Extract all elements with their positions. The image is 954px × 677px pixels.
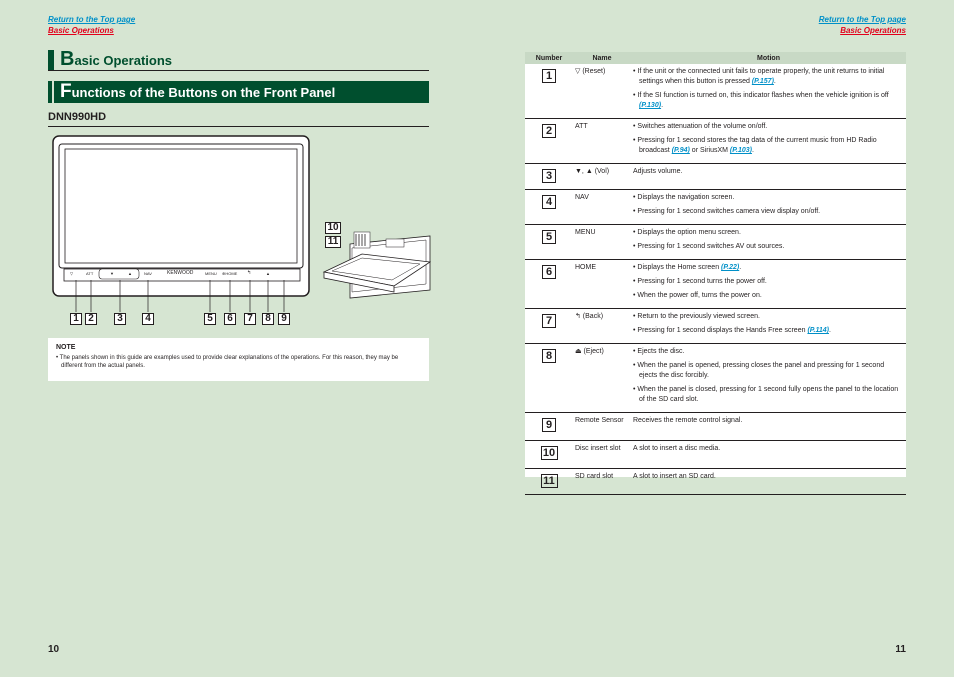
motion-text: • Ejects the disc.: [633, 348, 685, 355]
sub-title-bar: [48, 81, 54, 103]
panel-btn-eject: ▲: [266, 271, 270, 276]
row-number: 7: [542, 314, 556, 328]
motion-text: • Displays the navigation screen.: [633, 194, 735, 201]
callout-10: 10: [325, 222, 341, 234]
table-row: 6 HOME • Displays the Home screen (P.22). • Pressing for 1 second turns the power off. • When the power off, turns the power on.: [525, 260, 906, 309]
motion-text: • If the SI function is turned on, this indicator flashes when the vehicle ignition is off: [633, 92, 889, 99]
motion-text: • Return to the previously viewed screen.: [633, 313, 760, 320]
panel-btn-vol-down: ▼: [110, 271, 114, 276]
section-title: [48, 49, 429, 71]
table-row: [525, 413, 906, 441]
row-name: NAV: [573, 190, 631, 225]
header-right: [819, 14, 906, 36]
note-box: [48, 338, 429, 381]
page-number-left: 10: [48, 644, 60, 655]
header-name: Name: [573, 52, 631, 64]
row-name: HOME: [573, 260, 631, 309]
page-ref-link[interactable]: (P.22): [721, 264, 740, 271]
callout-8: 8: [262, 313, 274, 325]
callout-2: 2: [85, 313, 97, 325]
motion-text: • When the panel is closed, pressing for 1 second fully opens the panel to the location of the SD card slot.: [633, 386, 899, 403]
page-ref-link[interactable]: (P.114): [807, 327, 829, 334]
callout-3: 3: [114, 313, 126, 325]
row-number: 5: [542, 230, 556, 244]
header-left: [48, 14, 135, 36]
row-name: ATT: [573, 119, 631, 164]
motion-text: • Pressing for 1 second displays the Hands Free screen: [633, 327, 808, 334]
panel-btn-menu: MENU: [205, 271, 217, 276]
row-name: ⏏ (Eject): [573, 344, 631, 413]
row-name: ↰ (Back): [573, 309, 631, 344]
motion-text: A slot to insert an SD card.: [631, 469, 906, 495]
return-top-link[interactable]: Return to the Top page: [48, 15, 136, 24]
motion-text: • Pressing for 1 second switches camera view display on/off.: [633, 208, 821, 215]
page-ref-link[interactable]: (P.94): [671, 147, 690, 154]
sub-title-text: unctions of the Buttons on the Front Panel: [71, 85, 336, 100]
header-motion: Motion: [631, 52, 906, 64]
note-heading: NOTE: [56, 344, 76, 351]
row-name: ▽ (Reset): [573, 64, 631, 119]
table-header-row: [525, 52, 906, 64]
callout-6: 6: [224, 313, 236, 325]
header-number: Number: [525, 52, 573, 64]
row-number: 3: [542, 169, 556, 183]
basic-operations-link-right[interactable]: Basic Operations: [840, 26, 906, 35]
table-row: 2 ATT • Switches attenuation of the volume on/off. • Pressing for 1 second stores the tag data of the current music from HD Radio broadcast (P.94) or SiriusXM (P.103).: [525, 119, 906, 164]
row-name: ▼, ▲ (Vol): [573, 164, 631, 190]
panel-btn-att: ATT: [86, 271, 94, 276]
table-row: 1 ▽ (Reset) • If the unit or the connected unit fails to operate properly, the unit returns to initial settings when this button is pressed (P.157). • If the SI function is turned on, this indicator flashes when the vehicle ignition is off (P.130).: [525, 64, 906, 119]
sub-title-initial: F: [60, 81, 72, 102]
page-number-right: 11: [895, 644, 906, 655]
row-name: SD card slot: [573, 469, 631, 495]
motion-text: • Pressing for 1 second turns the power off.: [633, 278, 767, 285]
callout-7: 7: [244, 313, 256, 325]
motion-text: Receives the remote control signal.: [631, 413, 906, 441]
row-name: MENU: [573, 225, 631, 260]
section-title-bar: [48, 50, 54, 70]
row-number: 8: [542, 349, 556, 363]
row-number: 1: [542, 69, 556, 83]
function-table: [525, 52, 906, 495]
panel-btn-nav: NAV: [144, 271, 152, 276]
callout-lines: [52, 280, 310, 312]
front-panel-diagram: [52, 135, 310, 297]
section-title-text: asic Operations: [74, 53, 172, 68]
table-row: [525, 344, 906, 413]
model-heading: DNN990HD: [48, 111, 429, 127]
table-row: [525, 164, 906, 190]
row-number: 4: [542, 195, 556, 209]
sub-title: [48, 81, 429, 103]
return-top-link-right[interactable]: Return to the Top page: [818, 15, 906, 24]
panel-btn-home: ⊕HOME: [222, 271, 238, 276]
table-row: [525, 441, 906, 469]
callout-5: 5: [204, 313, 216, 325]
motion-text: • Displays the Home screen: [633, 264, 722, 271]
callout-4: 4: [142, 313, 154, 325]
table-row: [525, 190, 906, 225]
motion-text: Adjusts volume.: [631, 164, 906, 190]
panel-btn-vol-up: ▲: [128, 271, 132, 276]
panel-btn-back: ↰: [247, 270, 252, 276]
motion-text: • If the unit or the connected unit fails to operate properly, the unit returns to initial settings when this button is pressed: [633, 68, 885, 85]
motion-text: • When the power off, turns the power on.: [633, 292, 762, 299]
motion-text: • When the panel is opened, pressing closes the panel and pressing for 1 second ejects the disc forcibly.: [633, 362, 885, 379]
row-name: Remote Sensor: [573, 413, 631, 441]
row-number: 10: [541, 446, 558, 460]
table-row: [525, 469, 906, 495]
motion-text: • Pressing for 1 second switches AV out sources.: [633, 243, 785, 250]
note-text: • The panels shown in this guide are examples used to provide clear explanations of the operations. For this reason, they may be different from the actual panels.: [56, 355, 399, 369]
motion-text: • Displays the option menu screen.: [633, 229, 741, 236]
page-ref-link[interactable]: (P.157): [751, 78, 774, 85]
page-ref-link[interactable]: (P.130): [639, 102, 662, 109]
row-number: 6: [542, 265, 556, 279]
row-number: 9: [542, 418, 556, 432]
motion-text: • Pressing for 1 second stores the tag data of the current music from HD Radio broadcast: [633, 137, 877, 154]
callout-1: 1: [70, 313, 82, 325]
row-number: 2: [542, 124, 556, 138]
panel-btn-reset: ▽: [70, 271, 74, 276]
callout-11: 11: [325, 236, 341, 248]
table-row: [525, 225, 906, 260]
table-row: 7 ↰ (Back) • Return to the previously viewed screen. • Pressing for 1 second displays the Hands Free screen (P.114).: [525, 309, 906, 344]
page-ref-link[interactable]: (P.103): [729, 147, 752, 154]
panel-brand: KENWOOD: [167, 270, 194, 276]
callout-9: 9: [278, 313, 290, 325]
section-title-initial: B: [60, 48, 75, 70]
row-name: Disc insert slot: [573, 441, 631, 469]
motion-text-mid: or SiriusXM: [689, 147, 730, 154]
button-function-table: [525, 52, 906, 487]
motion-text: A slot to insert a disc media.: [631, 441, 906, 469]
basic-operations-link[interactable]: Basic Operations: [48, 26, 114, 35]
motion-text: • Switches attenuation of the volume on/off.: [633, 123, 768, 130]
row-number: 11: [541, 474, 558, 488]
